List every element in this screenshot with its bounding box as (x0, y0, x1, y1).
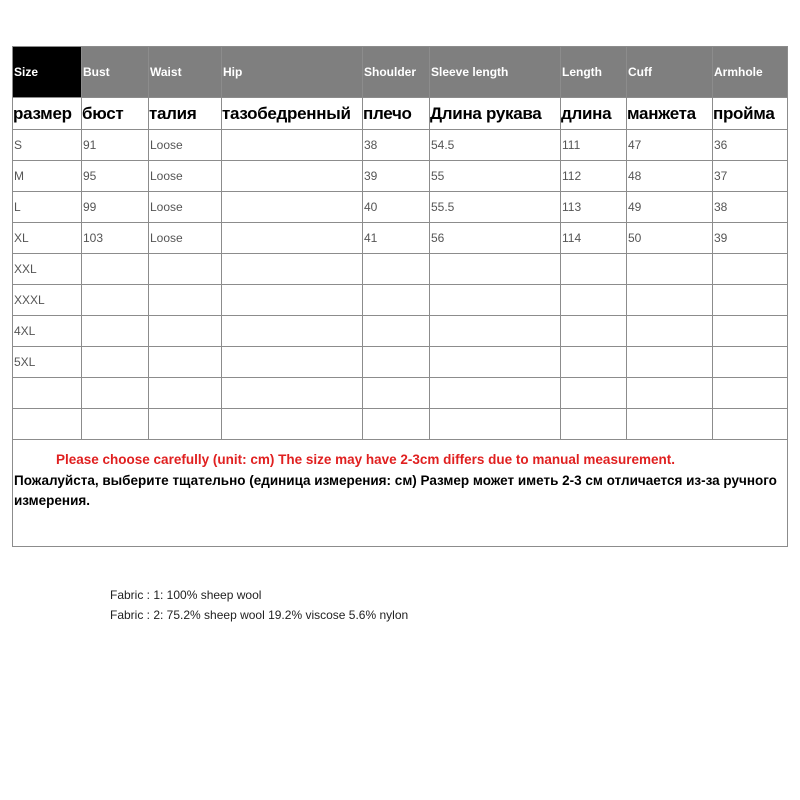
table-cell (82, 316, 149, 347)
table-cell: 99 (82, 192, 149, 223)
table-cell (627, 347, 713, 378)
table-cell (222, 130, 363, 161)
table-cell (222, 347, 363, 378)
header-cell-ru: талия (149, 98, 222, 130)
table-cell (561, 285, 627, 316)
table-cell: 56 (430, 223, 561, 254)
table-cell: 54.5 (430, 130, 561, 161)
table-cell (222, 378, 363, 409)
table-cell (363, 254, 430, 285)
header-row-russian (13, 98, 788, 130)
table-cell (363, 316, 430, 347)
table-cell (222, 192, 363, 223)
table-cell (149, 409, 222, 440)
header-cell: Cuff (627, 47, 713, 98)
table-cell (561, 409, 627, 440)
measurement-note-cell (13, 440, 788, 547)
table-row (13, 285, 788, 316)
table-cell: 4XL (13, 316, 82, 347)
table-cell (222, 409, 363, 440)
table-cell (430, 347, 561, 378)
table-cell (363, 347, 430, 378)
header-cell-ru: плечо (363, 98, 430, 130)
table-cell (149, 347, 222, 378)
header-cell-ru: Длина рукава (430, 98, 561, 130)
table-cell (561, 254, 627, 285)
table-cell (627, 409, 713, 440)
table-cell: 114 (561, 223, 627, 254)
header-cell-ru: манжета (627, 98, 713, 130)
table-cell: S (13, 130, 82, 161)
table-cell (363, 285, 430, 316)
table-row (13, 130, 788, 161)
table-row (13, 409, 788, 440)
table-cell: 95 (82, 161, 149, 192)
table-cell: 91 (82, 130, 149, 161)
table-cell: 38 (713, 192, 788, 223)
table-cell (713, 254, 788, 285)
measurement-note-row (13, 440, 788, 547)
table-cell: Loose (149, 130, 222, 161)
fabric-info (110, 585, 408, 625)
table-cell: 55.5 (430, 192, 561, 223)
table-cell: 49 (627, 192, 713, 223)
table-cell (627, 254, 713, 285)
header-cell: Bust (82, 47, 149, 98)
table-cell: 40 (363, 192, 430, 223)
table-cell (713, 285, 788, 316)
table-cell (627, 316, 713, 347)
table-cell: 39 (713, 223, 788, 254)
table-cell (430, 409, 561, 440)
table-cell: 39 (363, 161, 430, 192)
table-row (13, 192, 788, 223)
table-cell: M (13, 161, 82, 192)
table-cell (149, 285, 222, 316)
table-row (13, 378, 788, 409)
header-cell-ru: тазобедренный (222, 98, 363, 130)
table-cell: 5XL (13, 347, 82, 378)
header-cell: Waist (149, 47, 222, 98)
table-cell: 36 (713, 130, 788, 161)
table-row (13, 316, 788, 347)
table-cell: Loose (149, 161, 222, 192)
header-cell: Shoulder (363, 47, 430, 98)
table-cell (82, 285, 149, 316)
size-table (12, 46, 788, 547)
table-cell: 48 (627, 161, 713, 192)
fabric-line: Fabric : 1: 100% sheep wool (110, 588, 262, 602)
table-cell (713, 378, 788, 409)
header-cell: Armhole (713, 47, 788, 98)
header-cell-ru: размер (13, 98, 82, 130)
table-cell: 111 (561, 130, 627, 161)
table-cell (149, 254, 222, 285)
table-cell (627, 378, 713, 409)
table-cell: 41 (363, 223, 430, 254)
table-cell: XL (13, 223, 82, 254)
table-cell: Loose (149, 223, 222, 254)
table-cell (222, 223, 363, 254)
table-cell (561, 316, 627, 347)
table-row (13, 347, 788, 378)
header-row-english (13, 47, 788, 98)
table-cell: 50 (627, 223, 713, 254)
header-cell-ru: бюст (82, 98, 149, 130)
header-cell-ru: длина (561, 98, 627, 130)
table-cell: 38 (363, 130, 430, 161)
table-cell (82, 378, 149, 409)
table-cell: Loose (149, 192, 222, 223)
table-cell: 113 (561, 192, 627, 223)
table-cell: L (13, 192, 82, 223)
table-cell: 47 (627, 130, 713, 161)
table-cell (149, 316, 222, 347)
table-row (13, 223, 788, 254)
table-cell (363, 378, 430, 409)
table-cell (713, 409, 788, 440)
header-cell: Hip (222, 47, 363, 98)
table-cell (430, 378, 561, 409)
table-cell (82, 409, 149, 440)
table-cell (713, 347, 788, 378)
table-cell (222, 285, 363, 316)
table-cell (430, 316, 561, 347)
table-cell: 103 (82, 223, 149, 254)
fabric-line: Fabric : 2: 75.2% sheep wool 19.2% viscose 5.6% nylon (110, 608, 409, 622)
table-cell (82, 347, 149, 378)
table-cell (13, 409, 82, 440)
table-cell (149, 378, 222, 409)
table-cell (627, 285, 713, 316)
table-cell (713, 316, 788, 347)
table-cell (222, 316, 363, 347)
table-row (13, 161, 788, 192)
table-cell: 37 (713, 161, 788, 192)
table-row (13, 254, 788, 285)
measurement-note-english: Please choose carefully (unit: cm) The size may have 2-3cm differs due to manual measurement. (56, 452, 675, 467)
table-cell (561, 378, 627, 409)
header-cell-ru: пройма (713, 98, 788, 130)
header-cell: Length (561, 47, 627, 98)
table-cell (222, 161, 363, 192)
table-cell: 55 (430, 161, 561, 192)
table-cell (430, 285, 561, 316)
table-cell (363, 409, 430, 440)
table-cell (561, 347, 627, 378)
table-cell (82, 254, 149, 285)
table-cell: XXXL (13, 285, 82, 316)
table-cell (222, 254, 363, 285)
table-cell (430, 254, 561, 285)
table-cell (13, 378, 82, 409)
table-cell: 112 (561, 161, 627, 192)
measurement-note-russian: Пожалуйста, выберите тщательно (единица измерения: см) Размер может иметь 2-3 см отличается из-за ручного измерения. (14, 473, 777, 508)
header-cell: Size (13, 47, 82, 98)
header-cell: Sleeve length (430, 47, 561, 98)
table-cell: XXL (13, 254, 82, 285)
